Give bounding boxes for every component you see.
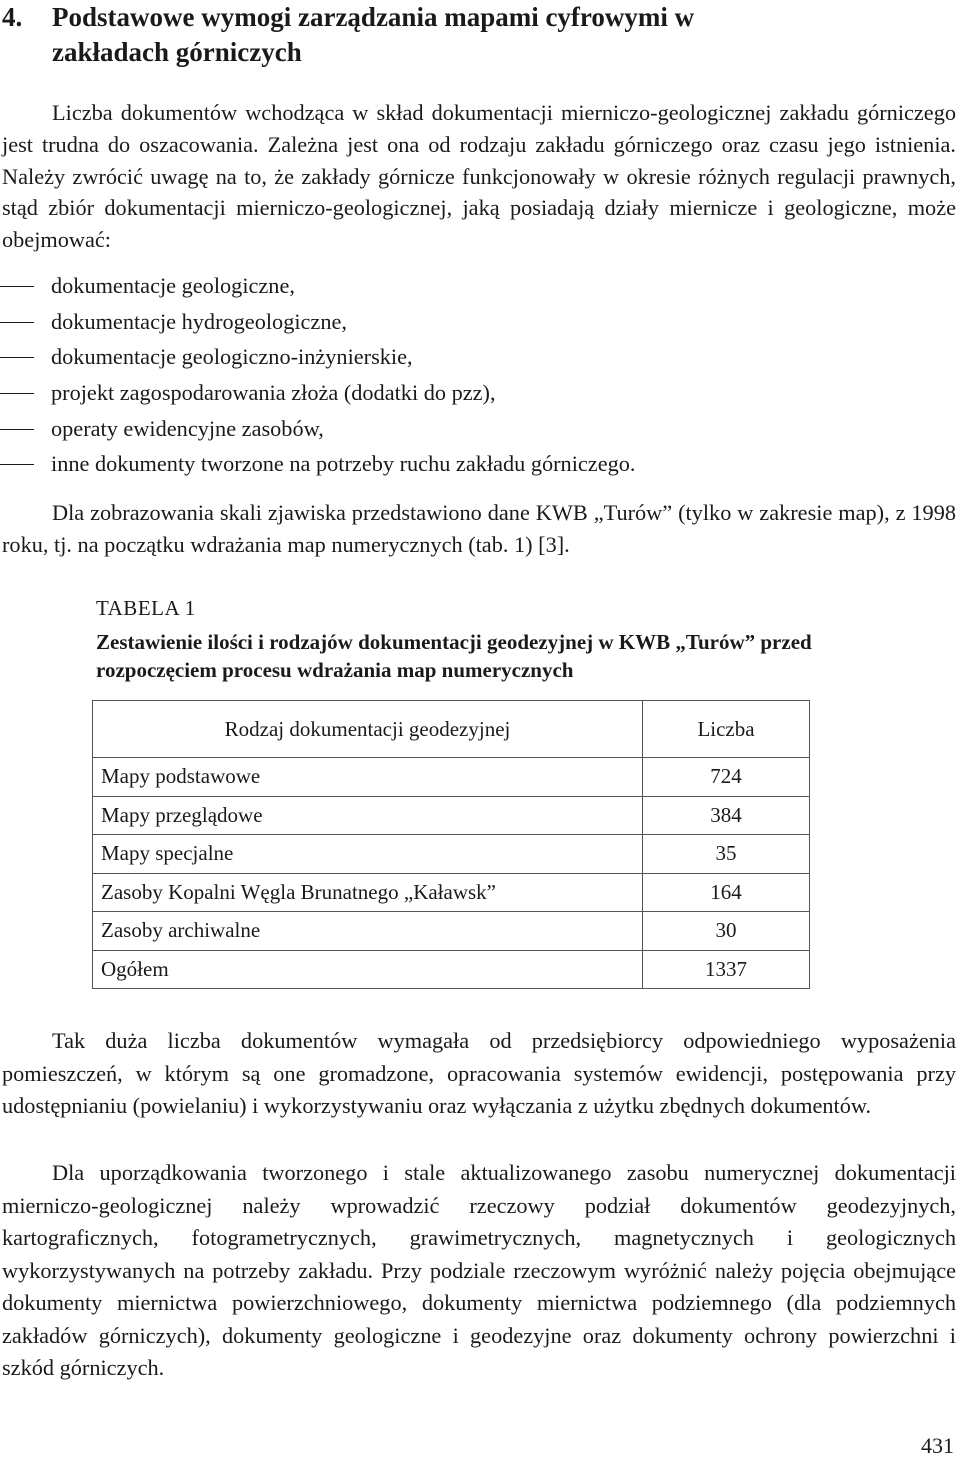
dash-bullet	[0, 286, 34, 287]
list-item	[0, 413, 960, 449]
cell-document-type: Mapy podstawowe	[93, 758, 643, 797]
after-table-paragraph: Tak duża liczba dokumentów wymagała od przedsiębiorcy odpowiedniego wyposażenia pomieszczeń, w którym są one gromadzone, opracowania systemów ewidencji, postępowania przy udostępnianiu (powielaniu) i wykorzystywaniu oraz wyłączania z użytku zbędnych dokumentów.	[2, 1028, 956, 1118]
cell-count: 1337	[643, 950, 810, 989]
documentation-table	[92, 700, 810, 989]
page-number: 431	[921, 1433, 954, 1458]
intro-paragraph: Liczba dokumentów wchodząca w skład dokumentacji mierniczo-geologicznej zakładu górniczego jest trudna do oszacowania. Zależna jest ona od rodzaju zakładu górniczego oraz czasu jego istnienia. Należy zwrócić uwagę na to, że zakłady górnicze funkcjonowały w okresie różnych regulacji prawnych, stąd zbiór dokumentacji mierniczo-geologicznej, jaką posiadają działy miernicze i geologiczne, może obejmować:	[2, 100, 956, 253]
dash-bullet	[0, 464, 34, 465]
cell-document-type: Mapy przeglądowe	[93, 796, 643, 835]
section-title: Podstawowe wymogi zarządzania mapami cyfrowymi w zakładach górniczych	[52, 2, 695, 67]
section-number: 4.	[2, 2, 23, 32]
list-item	[0, 377, 960, 413]
list-item	[0, 341, 960, 377]
list-item	[0, 306, 960, 342]
list-item-text: dokumentacje hydrogeologiczne,	[51, 308, 347, 334]
dash-bullet	[0, 429, 34, 430]
table-row	[93, 873, 810, 912]
table-row	[93, 950, 810, 989]
table-caption: Zestawienie ilości i rodzajów dokumentacji geodezyjnej w KWB „Turów” przed rozpoczęciem procesu wdrażania map numerycznych	[96, 630, 812, 682]
list-item-text: dokumentacje geologiczno-inżynierskie,	[51, 344, 413, 370]
table-row	[93, 796, 810, 835]
list-item-text: inne dokumenty tworzone na potrzeby ruchu zakładu górniczego.	[51, 451, 636, 477]
list-item-text: projekt zagospodarowania złoża (dodatki do pzz),	[51, 380, 496, 406]
table-row	[93, 758, 810, 797]
dash-bullet	[0, 357, 34, 358]
cell-document-type: Ogółem	[93, 950, 643, 989]
cell-count: 30	[643, 912, 810, 951]
dash-bullet	[0, 322, 34, 323]
document-type-list	[0, 270, 960, 484]
cell-count: 724	[643, 758, 810, 797]
table-label: TABELA 1	[96, 596, 196, 620]
cell-count: 384	[643, 796, 810, 835]
list-item	[0, 448, 960, 484]
turow-paragraph: Dla zobrazowania skali zjawiska przedstawiono dane KWB „Turów” (tylko w zakresie map), z 1998 roku, tj. na początku wdrażania map numerycznych (tab. 1) [3].	[2, 500, 956, 557]
header-count: Liczba	[643, 701, 810, 758]
list-item-text: dokumentacje geologiczne,	[51, 273, 295, 298]
table-header-row	[93, 701, 810, 758]
table-row	[93, 912, 810, 951]
cell-document-type: Mapy specjalne	[93, 835, 643, 874]
cell-count: 35	[643, 835, 810, 874]
cell-document-type: Zasoby Kopalni Węgla Brunatnego „Kaławsk”	[93, 873, 643, 912]
table-row	[93, 835, 810, 874]
cell-document-type: Zasoby archiwalne	[93, 912, 643, 951]
cell-count: 164	[643, 873, 810, 912]
closing-paragraph: Dla uporządkowania tworzonego i stale aktualizowanego zasobu numerycznej dokumentacji mierniczo-geologicznej należy wprowadzić rzeczowy podział dokumentów geodezyjnych, kartograficznych, fotogrametrycznych, grawimetrycznych, magnetycznych i geologicznych wykorzystywanych na potrzeby zakładu. Przy podziale rzeczowym wyróżnić należy pojęcia obejmujące dokumenty miernictwa powierzchniowego, dokumenty miernictwa podziemnego (dla podziemnych zakładów górniczych), dokumenty geologiczne i geodezyjne oraz dokumenty ochrony powierzchni i szkód górniczych.	[2, 1160, 956, 1380]
header-document-type: Rodzaj dokumentacji geodezyjnej	[93, 701, 643, 758]
dash-bullet	[0, 393, 34, 394]
list-item-text: operaty ewidencyjne zasobów,	[51, 415, 324, 441]
list-item	[0, 270, 960, 306]
